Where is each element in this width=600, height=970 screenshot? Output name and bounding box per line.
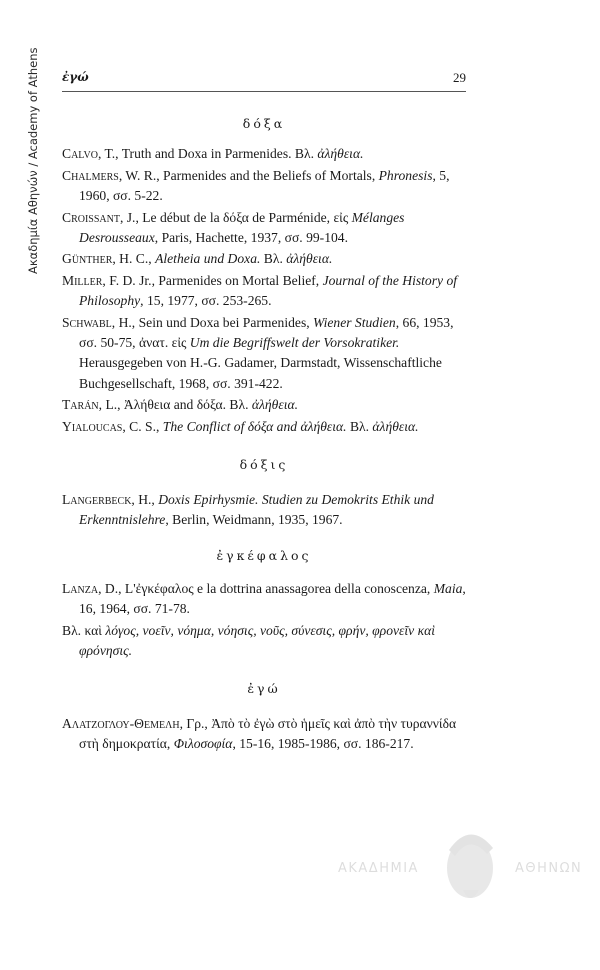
running-header: [62, 70, 466, 88]
archive-side-note: Ακαδημία Αθηνών / Academy of Athens: [26, 47, 40, 274]
entry-author: Langerbeck: [62, 491, 132, 507]
section-heading: δόξα: [242, 116, 286, 131]
bibliography-entry: [62, 249, 466, 269]
entry-text: , 5, 1960, σσ. 5-22.: [79, 167, 450, 204]
entry-text: , H., Sein und Doxa bei Parmenides,: [111, 314, 314, 330]
header-rule: [62, 91, 466, 92]
entry-author: Schwabl: [62, 314, 112, 330]
entry-text: , C. S.,: [122, 418, 163, 434]
entry-text: , 16, 1964, σσ. 71-78.: [79, 580, 466, 617]
entry-title: Φιλοσοφία: [173, 736, 233, 752]
entry-text: Herausgegeben von H.-G. Gadamer, Darmstadt, Wissenschaftliche Buchgesellschaft, 1968, σσ. 391-422.: [79, 355, 442, 391]
entry-title: Aletheia und Doxa.: [155, 251, 261, 267]
bibliography-body: [62, 100, 466, 756]
entry-text: Βλ.: [346, 418, 373, 434]
entry-text: , Paris, Hachette, 1937, σσ. 99-104.: [154, 230, 348, 246]
entry-author: Chalmers: [62, 167, 119, 183]
watermark-right-text: ΑΘΗΝΩΝ: [515, 861, 583, 876]
entry-text: Βλ. καὶ: [62, 622, 106, 638]
entry-title: Maia: [433, 580, 463, 596]
entry-text: , W. R., Parmenides and the Beliefs of Mortals,: [118, 167, 379, 183]
entry-author: Lanza: [62, 580, 99, 596]
bibliography-entry: [62, 714, 466, 755]
section-heading: δόξις: [239, 457, 289, 473]
entry-text: , 66, 1953, σσ. 50-75, ἀνατ. εἰς: [79, 314, 454, 351]
bibliography-entry: [62, 621, 466, 662]
entry-author: Tarán: [62, 397, 99, 413]
entry-title: Um die Begriffswelt der Vorsokratiker.: [189, 335, 400, 351]
bibliography-entry: [62, 271, 466, 312]
entry-title: Doxis Epirhysmie. Studien zu Demokrits Ethik und Erkenntnislehre: [79, 491, 434, 527]
bibliography-entry: [62, 166, 466, 207]
bibliography-entry: [62, 417, 466, 437]
entry-title: ἀλήθεια.: [286, 251, 333, 267]
entry-title: The Conflict of δόξα and ἀλήθεια.: [162, 418, 347, 434]
entry-author: Yialoucas: [62, 418, 123, 434]
bibliography-entry: [62, 579, 466, 620]
entry-text: , F. D. Jr., Parmenides on Mortal Belief,: [102, 272, 323, 288]
athena-head-icon: [435, 820, 505, 910]
entry-title: Mélanges Desrousseaux: [79, 209, 405, 246]
entry-text: , Berlin, Weidmann, 1935, 1967.: [165, 511, 343, 527]
bibliography-entry: [62, 313, 466, 395]
section-heading: ἐγώ: [247, 681, 281, 697]
entry-author: Miller: [62, 272, 103, 288]
entry-title: Phronesis: [378, 167, 433, 183]
watermark-left-text: ΑΚΑΔΗΜΙΑ: [338, 861, 419, 876]
page-number: 29: [453, 70, 466, 85]
bibliography-entry: [62, 490, 466, 531]
academy-watermark: [330, 820, 585, 915]
entry-text: , D., L'ἐγκέφαλος e la dottrina anassagorea della conoscenza,: [98, 580, 434, 596]
entry-author: Croissant: [62, 209, 120, 225]
header-word: ἐγώ: [62, 70, 89, 84]
entry-title: ἀλήθεια.: [372, 418, 419, 434]
entry-title: Journal of the History of Philosophy: [79, 272, 458, 309]
bibliography-entry: [62, 395, 466, 415]
entry-title: ἀλήθεια.: [251, 397, 299, 413]
entry-text: , H. C.,: [112, 251, 156, 267]
bibliography-entry: [62, 144, 466, 164]
entry-author: Günther: [62, 251, 113, 267]
entry-text: , Γρ., Ἀπὸ τὸ ἐγὼ στὸ ἡμεῖς καὶ ἀπὸ τὴν τυραννίδα στὴ δημοκρατία,: [79, 715, 457, 752]
entry-title: ἀλήθεια.: [317, 146, 364, 162]
section-heading: ἐγκέφαλος: [216, 548, 312, 564]
entry-text: , H.,: [131, 491, 159, 507]
entry-title: λόγος, νοεῖν, νόημα, νόησις, νοῦς, σύνεσις, φρήν, φρονεῖν καὶ φρόνησις.: [79, 622, 436, 658]
bibliography-entry: [62, 208, 466, 249]
entry-title: Wiener Studien: [313, 314, 396, 330]
entry-author: Αλατζογλου-Θεμελη: [62, 715, 180, 731]
entry-text: , T., Truth and Doxa in Parmenides. Βλ.: [97, 146, 318, 162]
entry-text: , 15, 1977, σσ. 253-265.: [140, 293, 272, 309]
entry-text: Βλ.: [260, 251, 287, 267]
entry-text: , L., Ἀλήθεια and δόξα. Βλ.: [98, 397, 252, 413]
entry-text: , J., Le début de la δόξα de Parménide, εἰς: [119, 209, 352, 225]
entry-text: , 15-16, 1985-1986, σσ. 186-217.: [232, 736, 414, 752]
entry-author: Calvo: [62, 146, 98, 162]
